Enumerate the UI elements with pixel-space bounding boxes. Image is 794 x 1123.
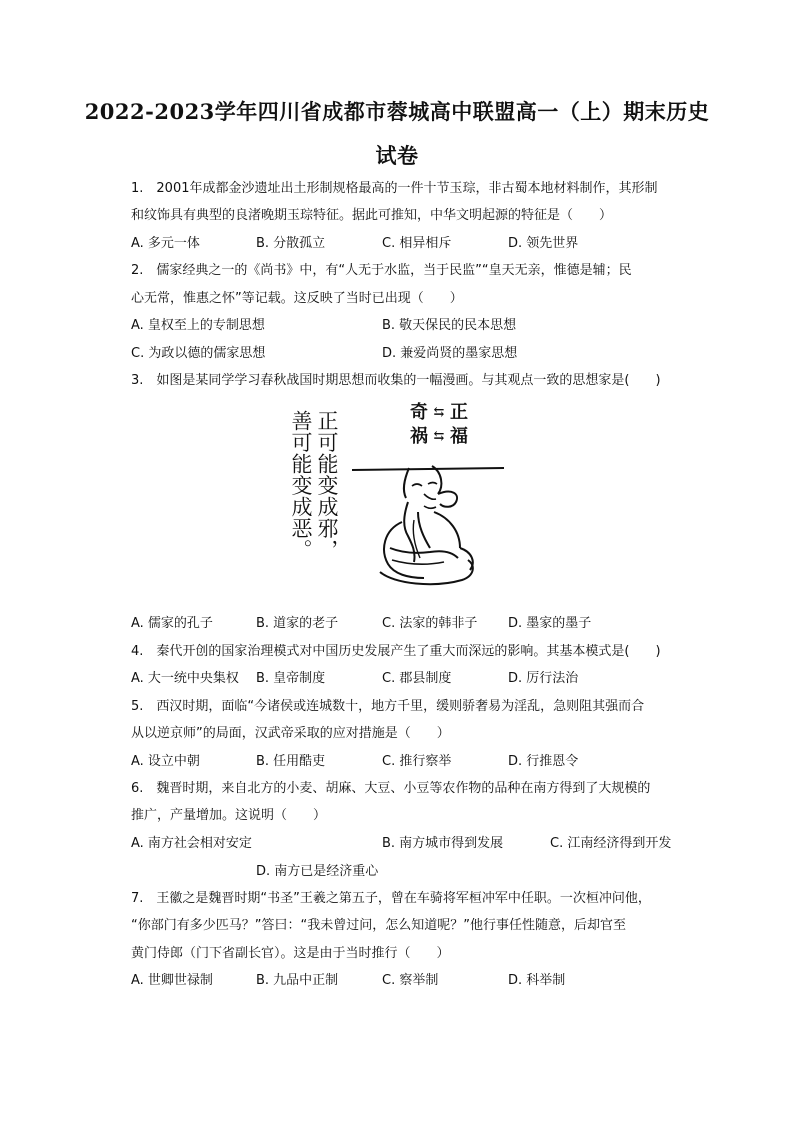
cartoon-text-right: 正可能变成邪， [315, 410, 339, 561]
question-7-line3: 黄门侍郎（门下省副长官）。这是由于当时推行（ ） [131, 946, 450, 961]
old-man-drawing [284, 402, 514, 592]
q2-option-a: A. 皇权至上的专制思想 [131, 318, 265, 333]
cartoon-char-zheng: 正 [450, 402, 468, 423]
q6-option-a: A. 南方社会相对安定 [131, 836, 252, 851]
page-title-line2: 试卷 [375, 143, 419, 168]
q6-option-b: B. 南方城市得到发展 [382, 836, 504, 851]
double-arrow-icon: ⇆ [433, 429, 445, 444]
q4-option-d: D. 厉行法治 [508, 671, 579, 686]
q1-option-b: B. 分散孤立 [256, 236, 326, 251]
question-7-line1: 7. 王徽之是魏晋时期“书圣”王羲之第五子，曾在车骑将军桓冲军中任职。一次桓冲问他， [131, 891, 651, 906]
q7-option-d: D. 科举制 [508, 973, 566, 988]
q2-option-b: B. 敬天保民的民本思想 [382, 318, 517, 333]
cartoon-text-left: 善可能变成恶。 [289, 410, 313, 561]
q3-option-a: A. 儒家的孔子 [131, 616, 213, 631]
q2-option-d: D. 兼爱尚贤的墨家思想 [382, 346, 518, 361]
question-7-line2: “你部门有多少匹马？”答曰：“我未曾过问，怎么知道呢？”他行事任性随意，后却官至 [131, 918, 626, 933]
q1-option-a: A. 多元一体 [131, 236, 200, 251]
cartoon-char-fu: 福 [450, 426, 468, 447]
q5-option-b: B. 任用酷吏 [256, 754, 326, 769]
q1-option-c: C. 相异相斥 [382, 236, 452, 251]
cartoon-char-qi: 奇 [410, 402, 428, 423]
question-3-line1: 3. 如图是某同学学习春秋战国时期思想而收集的一幅漫画。与其观点一致的思想家是( ) [131, 373, 661, 388]
question-5-line1: 5. 西汉时期，面临“今诸侯或连城数十，地方千里，缓则骄奢易为淫乱，急则阻其强而合 [131, 699, 645, 714]
q2-option-c: C. 为政以德的儒家思想 [131, 346, 266, 361]
question-4-line1: 4. 秦代开创的国家治理模式对中国历史发展产生了重大而深远的影响。其基本模式是( ) [131, 644, 661, 659]
question-6-line1: 6. 魏晋时期，来自北方的小麦、胡麻、大豆、小豆等农作物的品种在南方得到了大规模的 [131, 781, 651, 796]
q5-option-d: D. 行推恩令 [508, 754, 579, 769]
question-6-line2: 推广，产量增加。这说明（ ） [131, 808, 327, 823]
q1-option-d: D. 领先世界 [508, 236, 579, 251]
double-arrow-icon: ⇆ [433, 405, 445, 420]
q7-option-b: B. 九品中正制 [256, 973, 339, 988]
q4-option-b: B. 皇帝制度 [256, 671, 326, 686]
q5-option-c: C. 推行察举 [382, 754, 452, 769]
q6-option-d: D. 南方已是经济重心 [256, 864, 379, 879]
q5-option-a: A. 设立中朝 [131, 754, 200, 769]
question-2-line2: 心无常，惟惠之怀”等记载。这反映了当时已出现（ ） [131, 291, 463, 306]
cartoon-image [284, 402, 514, 592]
q6-option-c: C. 江南经济得到开发 [550, 836, 672, 851]
page-title: 2022-2023学年四川省成都市蓉城高中联盟高一（上）期末历史 [84, 99, 710, 124]
q3-option-d: D. 墨家的墨子 [508, 616, 592, 631]
q7-option-a: A. 世卿世禄制 [131, 973, 213, 988]
question-1-line1: 1. 2001年成都金沙遗址出土形制规格最高的一件十节玉琮，非古蜀本地材料制作，其形制 [131, 181, 658, 196]
cartoon-char-huo: 祸 [410, 426, 428, 447]
q7-option-c: C. 察举制 [382, 973, 439, 988]
question-1-line2: 和纹饰具有典型的良渚晚期玉琮特征。据此可推知，中华文明起源的特征是（ ） [131, 208, 613, 223]
q3-option-b: B. 道家的老子 [256, 616, 339, 631]
q4-option-a: A. 大一统中央集权 [131, 671, 239, 686]
question-2-line1: 2. 儒家经典之一的《尚书》中，有“人无于水监，当于民监”“皇天无亲，惟德是辅；民 [131, 263, 632, 278]
q4-option-c: C. 郡县制度 [382, 671, 452, 686]
q3-option-c: C. 法家的韩非子 [382, 616, 478, 631]
question-5-line2: 从以逆京师”的局面，汉武帝采取的应对措施是（ ） [131, 726, 450, 741]
